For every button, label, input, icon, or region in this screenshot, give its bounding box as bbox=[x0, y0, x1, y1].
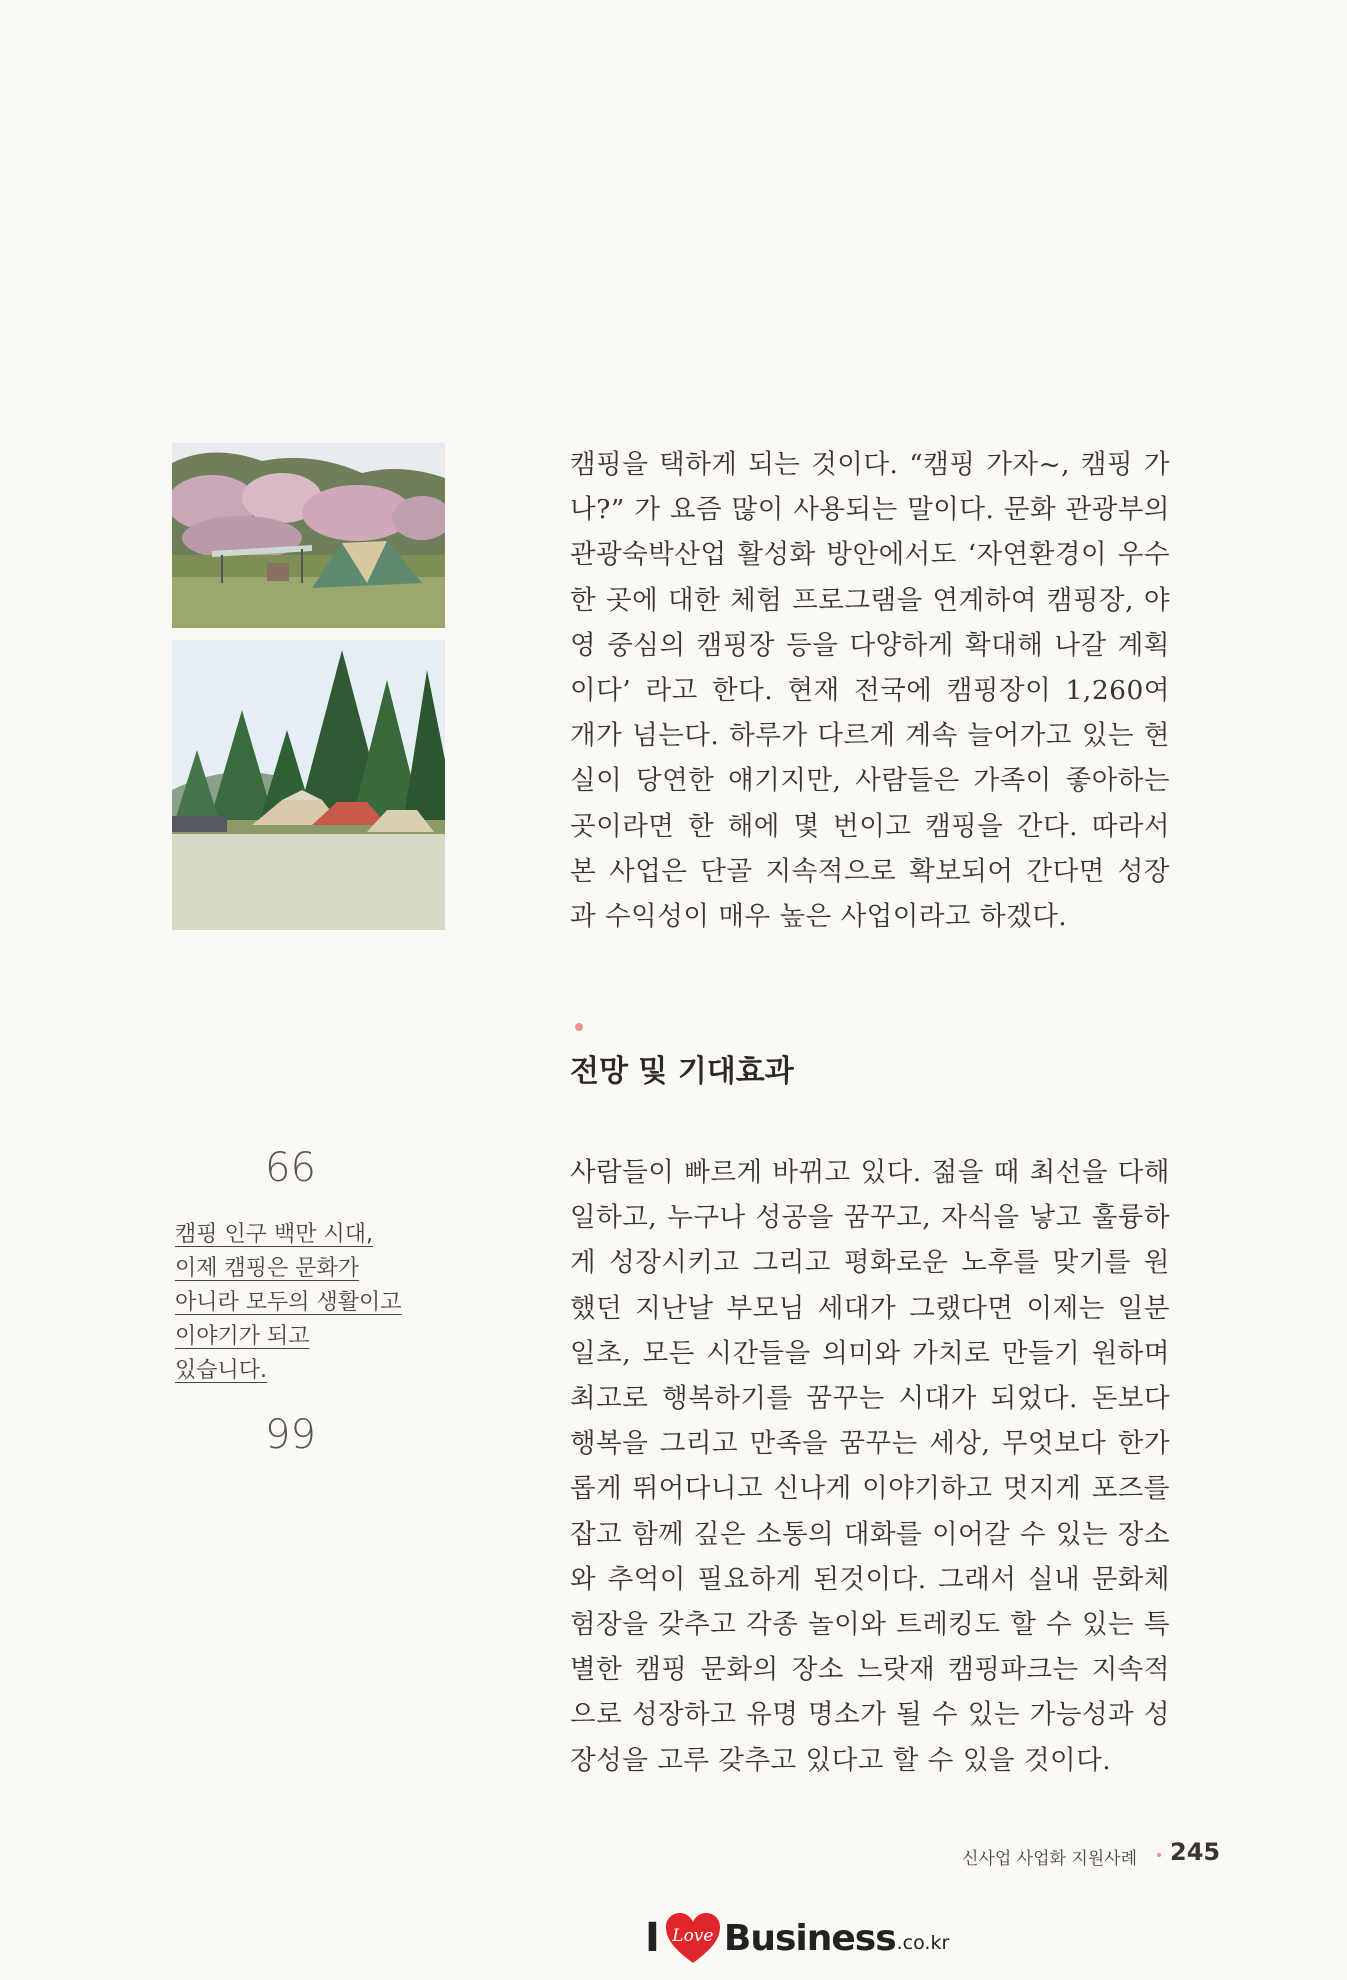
campsite-photo-pine-trees bbox=[172, 640, 445, 930]
page-number: 245 bbox=[1170, 1838, 1221, 1866]
heart-icon bbox=[664, 1911, 722, 1965]
pull-quote bbox=[175, 1218, 415, 1388]
ilovebusiness-logo bbox=[645, 1910, 949, 1966]
intro-paragraph: 캠핑을 택하게 되는 것이다. “캠핑 가자~, 캠핑 가나?” 가 요즘 많이 사용되는 말이다. 문화 관광부의 관광숙박산업 활성화 방안에서도 ‘자연환경이 우수한 곳에 대한 체험 프로그램을 연계하여 캠핑장, 야영 중심의 캠핑장 등을 다양하게 확대해 나갈 계획이다’ 라고 한다. 현재 전국에 캠핑장이 1,260여 개가 넘는다. 하루가 다르게 계속 늘어가고 있는 현실이 당연한 얘기지만, 사람들은 가족이 좋아하는 곳이라면 한 해에 몇 번이고 캠핑을 간다. 따라서 본 사업은 단골 지속적으로 확보되어 간다면 성장과 수익성이 매우 높은 사업이라고 하겠다. bbox=[570, 449, 1170, 933]
logo-heart-text: Love bbox=[672, 1926, 714, 1946]
pull-quote-line: 이제 캠핑은 문화가 bbox=[175, 1256, 360, 1281]
pull-quote-line: 이야기가 되고 bbox=[175, 1324, 310, 1349]
logo-brand: Business bbox=[723, 1917, 896, 1959]
footer-separator: • bbox=[1155, 1848, 1164, 1864]
close-quote-mark: 99 bbox=[265, 1412, 316, 1458]
pull-quote-line: 있습니다. bbox=[175, 1358, 268, 1383]
logo-domain: .co.kr bbox=[896, 1932, 950, 1954]
accent-dot bbox=[575, 1023, 583, 1031]
footer-section-title: 신사업 사업화 지원사례 bbox=[962, 1849, 1138, 1869]
logo-prefix: I bbox=[645, 1915, 660, 1961]
outlook-paragraph: 사람들이 빠르게 바뀌고 있다. 젊을 때 최선을 다해 일하고, 누구나 성공을 꿈꾸고, 자식을 낳고 훌륭하게 성장시키고 그리고 평화로운 노후를 맞기를 원했던 지난날 부모님 세대가 그랬다면 이제는 일분 일초, 모든 시간들을 의미와 가치로 만들기 원하며 최고로 행복하기를 꿈꾸는 시대가 되었다. 돈보다 행복을 그리고 만족을 꿈꾸는 세상, 무엇보다 한가롭게 뛰어다니고 신나게 이야기하고 멋지게 포즈를 잡고 함께 깊은 소통의 대화를 이어갈 수 있는 장소와 추억이 필요하게 된것이다. 그래서 실내 문화체험장을 갖추고 각종 놀이와 트레킹도 할 수 있는 특별한 캠핑 문화의 장소 느랏재 캠핑파크는 지속적으로 성장하고 유명 명소가 될 수 있는 가능성과 성장성을 고루 갖추고 있다고 할 수 있을 것이다. bbox=[570, 1157, 1170, 1776]
pull-quote-line: 아니라 모두의 생활이고 bbox=[175, 1290, 402, 1315]
pull-quote-line: 캠핑 인구 백만 시대, bbox=[175, 1222, 373, 1247]
open-quote-mark: 66 bbox=[265, 1145, 316, 1191]
campsite-photo-cherry-blossoms bbox=[172, 443, 445, 628]
section-heading: 전망 및 기대효과 bbox=[570, 1054, 794, 1089]
